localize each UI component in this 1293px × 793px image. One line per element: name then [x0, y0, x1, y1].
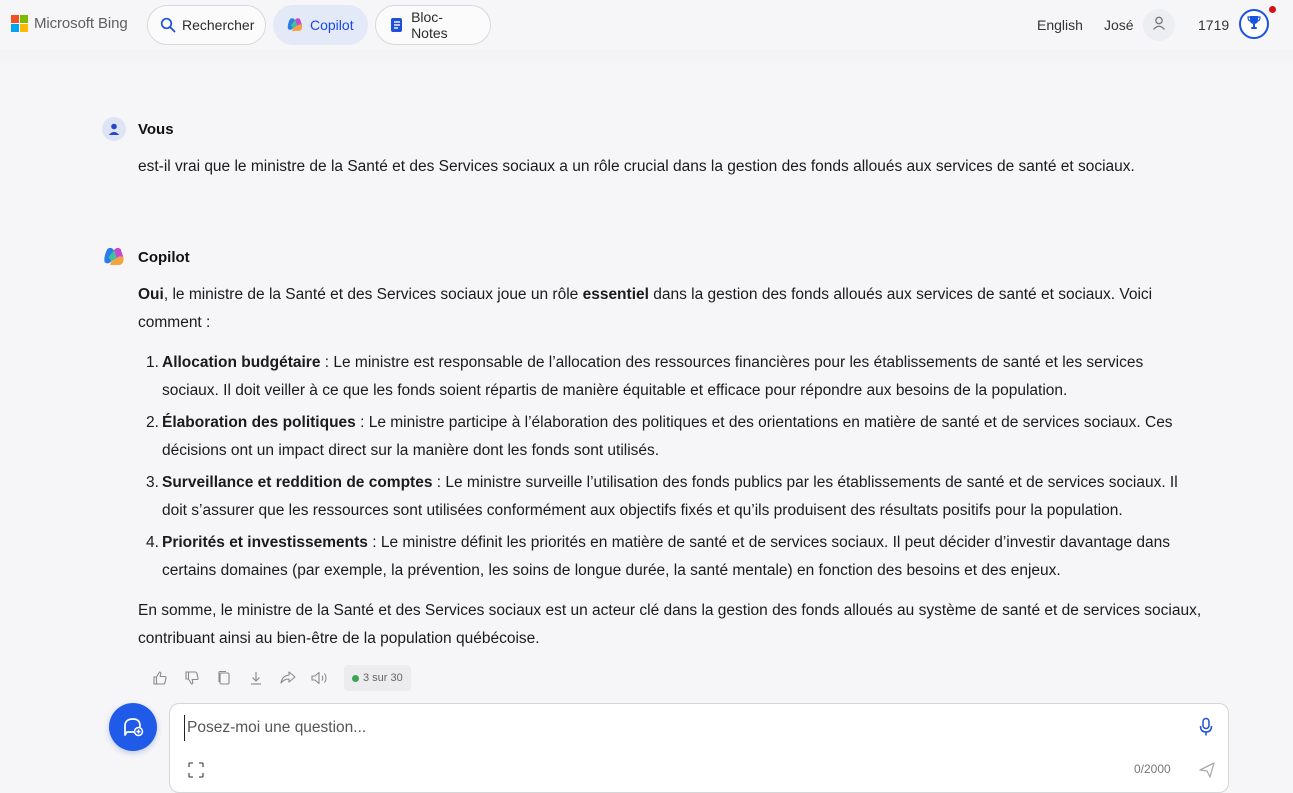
search-tab-label: Rechercher — [182, 17, 255, 33]
copilot-answer-list — [138, 349, 1203, 589]
image-search-button[interactable] — [187, 761, 205, 784]
rewards-button[interactable] — [1239, 9, 1269, 39]
copy-icon — [216, 670, 232, 686]
send-icon — [1198, 761, 1216, 779]
notification-dot — [1269, 6, 1276, 13]
user-name[interactable]: José — [1104, 17, 1134, 33]
read-aloud-button[interactable] — [304, 664, 336, 692]
user-author-name: Vous — [138, 120, 174, 138]
list-item-title: Priorités et investissements — [162, 534, 368, 551]
copilot-tab[interactable] — [273, 5, 368, 45]
bing-logo[interactable] — [11, 15, 128, 32]
microsoft-logo-icon — [11, 15, 28, 32]
intro-bold-oui: Oui — [138, 286, 164, 303]
list-item — [138, 409, 1203, 465]
character-counter: 0/2000 — [1134, 762, 1171, 776]
list-item-text: : Le ministre est responsable de l’allocation des ressources financières pour les établissements de santé et les services sociaux. Il doit veiller à ce que les fonds soient répartis de manière équitable et efficace pour répondre aux besoins de la population. — [162, 354, 1144, 399]
list-item-text: : Le ministre participe à l’élaboration des politiques et des orientations en matière de santé et de services sociaux. Ces décisions ont un impact direct sur la manière dont les fonds sont utilisés. — [162, 414, 1173, 459]
scan-icon — [187, 761, 205, 779]
user-avatar[interactable] — [1143, 9, 1175, 41]
user-question-text: est-il vrai que le ministre de la Santé et des Services sociaux a un rôle crucial dans la gestion des fonds alloués aux services de santé et sociaux. — [138, 158, 1135, 175]
list-item-number: 1. — [146, 354, 159, 371]
microphone-button[interactable] — [1198, 717, 1214, 742]
search-icon — [160, 16, 176, 34]
copilot-tab-label: Copilot — [310, 17, 354, 33]
thumbs-up-icon — [152, 670, 168, 686]
question-input[interactable] — [184, 715, 1164, 741]
export-button[interactable] — [240, 664, 272, 692]
intro-text-2: dans la gestion des fonds alloués aux services de santé et sociaux. Voici comment : — [138, 286, 1153, 331]
thumbs-down-icon — [184, 670, 200, 686]
turn-counter — [344, 665, 411, 691]
turn-counter-text: 3 sur 30 — [363, 672, 403, 684]
copilot-message-header — [102, 245, 190, 269]
chat-composer — [169, 703, 1229, 793]
brand-name: Microsoft Bing — [34, 15, 128, 32]
share-icon — [279, 670, 297, 686]
send-button[interactable] — [1198, 761, 1216, 784]
search-tab[interactable] — [147, 5, 266, 45]
share-button[interactable] — [272, 664, 304, 692]
list-item-text: : Le ministre surveille l’utilisation des fonds publics par les établissements de santé et de services sociaux. Il doit s’assurer que les ressources sont utilisées conformément aux objectifs fixés et qu’ils produisent des résultats positifs pour la population. — [162, 474, 1178, 519]
copilot-avatar-icon — [102, 245, 126, 269]
language-switch[interactable]: English — [1037, 17, 1083, 33]
intro-bold-essentiel: essentiel — [582, 286, 649, 303]
like-button[interactable] — [144, 664, 176, 692]
list-item — [138, 529, 1203, 585]
header-shadow — [0, 50, 1293, 70]
download-icon — [248, 670, 264, 686]
rewards-points[interactable]: 1719 — [1198, 17, 1230, 33]
dislike-button[interactable] — [176, 664, 208, 692]
status-dot — [352, 675, 359, 682]
person-icon — [1151, 15, 1167, 36]
new-topic-button[interactable] — [109, 703, 157, 751]
notebook-icon — [388, 16, 405, 34]
top-bar — [0, 0, 1293, 50]
trophy-icon — [1246, 14, 1262, 35]
message-actions — [144, 664, 411, 692]
list-item-title: Surveillance et reddition de comptes — [162, 474, 433, 491]
notebook-tab[interactable] — [375, 5, 491, 45]
notebook-tab-label: Bloc-Notes — [411, 9, 448, 41]
list-item — [138, 469, 1203, 525]
copilot-icon — [286, 16, 304, 34]
list-item-number: 4. — [146, 534, 159, 551]
list-item-title: Allocation budgétaire — [162, 354, 321, 371]
copilot-intro-paragraph — [138, 281, 1203, 337]
list-item-title: Élaboration des politiques — [162, 414, 356, 431]
intro-text-1: , le ministre de la Santé et des Services sociaux joue un rôle — [163, 286, 583, 303]
user-avatar-icon — [102, 117, 126, 141]
list-item-number: 2. — [146, 414, 159, 431]
list-item — [138, 349, 1203, 405]
microphone-icon — [1198, 717, 1214, 737]
copy-button[interactable] — [208, 664, 240, 692]
list-item-text: : Le ministre définit les priorités en matière de santé et de services sociaux. Il peut décider d’investir davantage dans certains domaines (par exemple, la prévention, les soins de longue durée, la santé mentale) en fonction des besoins et des enjeux. — [162, 534, 1171, 579]
speaker-icon — [310, 670, 330, 686]
copilot-author-name: Copilot — [138, 248, 190, 266]
list-item-number: 3. — [146, 474, 159, 491]
user-message-header — [102, 117, 174, 141]
copilot-conclusion-paragraph: En somme, le ministre de la Santé et des Services sociaux est un acteur clé dans la gestion des fonds alloués au système de santé et de services sociaux, contribuant ainsi au bien-être de la population québécoise. — [138, 602, 1202, 647]
new-chat-icon — [121, 715, 145, 739]
